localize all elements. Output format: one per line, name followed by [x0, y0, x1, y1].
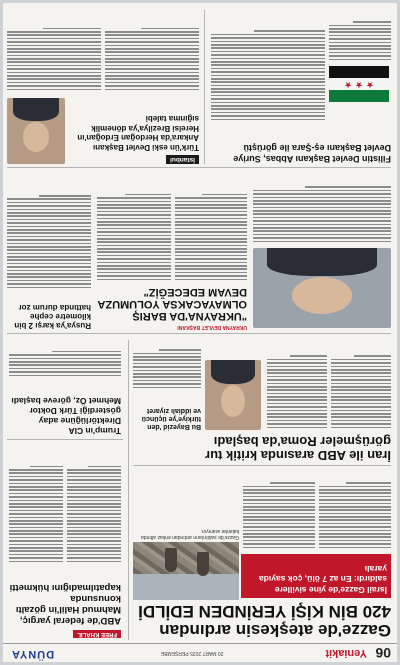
- column-rule: [128, 340, 129, 640]
- page-header: [3, 643, 397, 662]
- main-story-column: [319, 470, 391, 550]
- iran-story-column: [331, 340, 391, 430]
- turkey-headline: Türk'ün eski Devlet Başkanı Ankara'da Herdoğan Erdoğan'ın Herelsi Brezilya'ya dönemlik sığınma talebi: [77, 114, 199, 152]
- gaza-rubble-photo: [133, 542, 239, 600]
- turkey-tag: İstanbul: [166, 155, 199, 164]
- page-number: 06: [375, 645, 391, 661]
- turkey-story-column: [105, 10, 199, 92]
- section-rule: [133, 465, 391, 466]
- usa-story-column: [9, 444, 63, 564]
- usa-story-column: [67, 444, 121, 564]
- ukraine-side-headline: Rusya'ya karşı 2 bin kilometre cephe hattında durum zor: [14, 303, 91, 330]
- ukraine-photo-column: [253, 172, 391, 244]
- masthead-logo: Yeniakit: [325, 647, 367, 659]
- section-rule: [7, 167, 391, 168]
- main-story-column: [243, 470, 315, 550]
- syria-headline: Filistin Devlet Başkanı Abbas, Suriye Devlet Başkanı eş-Şara ile görüştü: [233, 143, 391, 164]
- column-rule: [204, 10, 205, 164]
- photo-figure: [197, 552, 209, 576]
- ukraine-story-column: [175, 172, 247, 282]
- iran-official-photo: [205, 360, 261, 430]
- section-rule: [7, 333, 391, 334]
- date-line: 20 MART 2025 PERŞEMBE: [160, 650, 224, 656]
- usa-headline: ABD'de federal yargıç, Mahmud Halil'in gözaltı konusunda kapatılmadığını hükmetti: [9, 582, 121, 626]
- ukraine-side-column: [7, 172, 91, 290]
- trump-story-column: [9, 338, 121, 378]
- ukraine-leader-photo: [253, 248, 391, 328]
- ukraine-kicker: UKRAYNA DEVLET BAŞKANI: [177, 324, 247, 330]
- newspaper-page: [3, 3, 397, 662]
- main-red-box: İsrail Gazze'de yine sivillere saldırdı: En az 7 ölü, çok sayıda yaralı: [241, 554, 391, 598]
- photo-sky: [133, 574, 239, 600]
- turkey-person-photo: [7, 98, 65, 164]
- iran-story-column: [267, 340, 327, 430]
- iran-side-column: [133, 340, 201, 390]
- syria-story-column: [329, 10, 391, 62]
- photo-caption: Gazze'de saldırıların ardından enkaz altında kalanlar aranıyor.: [141, 528, 239, 540]
- ukraine-headline: "UKRAYNA'DA BARIŞ OLMAYACAKSA YOLUMUZA DEVAM EDECEĞİZ": [97, 286, 247, 322]
- free-khalil-label: FREE KHALIL: [73, 630, 121, 638]
- section-label: DÜNYA: [11, 648, 55, 660]
- syria-story-column: [211, 10, 325, 122]
- ukraine-story-column: [97, 172, 171, 282]
- iran-headline: İran ile ABD arasında kritik tur görüşmeler Roma'da başladı: [205, 434, 391, 463]
- iran-side-headline: Bu Bayezid 'den türkiye'ye üçüncü ve iddialı ziyaret: [141, 407, 201, 430]
- main-headline: Gazze'de ateşkesin ardından 420 BİN KİŞİ YERİNDEN EDİLDİ: [138, 602, 391, 640]
- flag-stars: ★ ★ ★: [344, 79, 374, 89]
- turkey-story-column: [7, 10, 101, 92]
- trump-headline: Trump'ın CIA Direktörlüğüne aday gösterdiği Türk Doktor Mehmet Öz, göreve başladı: [11, 396, 121, 436]
- photo-figure: [165, 548, 177, 572]
- section-rule: [7, 439, 123, 440]
- photo-rubble: [133, 542, 239, 574]
- syria-flag-image: [329, 66, 389, 102]
